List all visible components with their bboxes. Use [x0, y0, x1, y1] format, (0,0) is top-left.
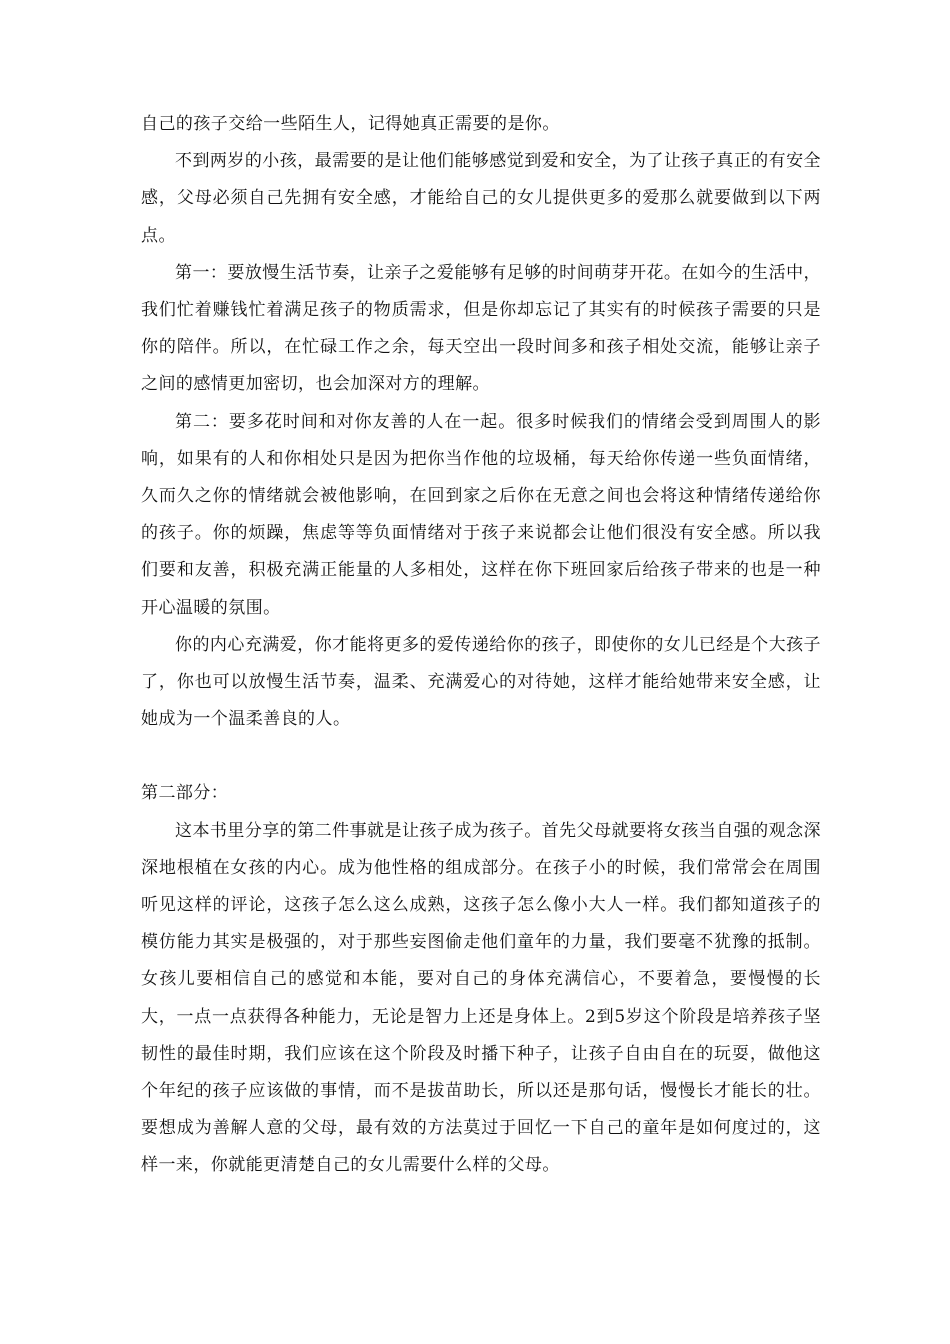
- paragraph-continuation: 自己的孩子交给一些陌生人，记得她真正需要的是你。: [141, 114, 560, 134]
- section-heading: 第二部分：: [141, 783, 229, 804]
- paragraph-point-one: 第一：要放慢生活节奏，让亲子之爱能够有足够的时间萌芽开花。在如今的生活中，我们忙着赚钱忙着满足孩子的物质需求，但是你却忘记了其实有的时候孩子需要的只是你的陪伴。所以，在忙碌工作之余，每天空出一段时间多和孩子相处交流，能够让亲子之间的感情更加密切，也会加深对方的理解。: [141, 262, 821, 395]
- paragraph-conclusion: 你的内心充满爱，你才能将更多的爱传递给你的孩子，即使你的女儿已经是个大孩子了，你也可以放慢生活节奏，温柔、充满爱心的对待她，这样才能给她带来安全感，让她成为一个温柔善良的人。: [141, 634, 821, 730]
- paragraph-security-intro: 不到两岁的小孩，最需要的是让他们能够感觉到爱和安全，为了让孩子真正的有安全感，父母必须自己先拥有安全感，才能给自己的女儿提供更多的爱那么就要做到以下两点。: [141, 151, 821, 246]
- paragraph-part-two: 这本书里分享的第二件事就是让孩子成为孩子。首先父母就要将女孩当自强的观念深深地根植在女孩的内心。成为他性格的组成部分。在孩子小的时候，我们常常会在周围听见这样的评论，这孩子怎么这么成熟，这孩子怎么像小大人一样。我们都知道孩子的模仿能力其实是极强的，对于那些妄图偷走他们童年的力量，我们要毫不犹豫的抵制。女孩儿要相信自己的感觉和本能，要对自己的身体充满信心，不要着急，要慢慢的长大，一点一点获得各种能力，无论是智力上还是身体上。2到5岁这个阶段是培养孩子坚韧性的最佳时期，我们应该在这个阶段及时播下种子，让孩子自由自在的玩耍，做他这个年纪的孩子应该做的事情，而不是拔苗助长，所以还是那句话，慢慢长才能长的壮。要想成为善解人意的父母，最有效的方法莫过于回忆一下自己的童年是如何度过的，这样一来，你就能更清楚自己的女儿需要什么样的父母。: [141, 820, 821, 1176]
- paragraph-point-two: 第二：要多花时间和对你友善的人在一起。很多时候我们的情绪会受到周围人的影响，如果有的人和你相处只是因为把你当作他的垃圾桶，每天给你传递一些负面情绪，久而久之你的情绪就会被他影响，在回到家之后你在无意之间也会将这种情绪传递给你的孩子。你的烦躁，焦虑等等负面情绪对于孩子来说都会让他们很没有安全感。所以我们要和友善，积极充满正能量的人多相处，这样在你下班回家后给孩子带来的也是一种开心温暖的氛围。: [141, 411, 821, 618]
- document-body: [141, 106, 821, 1185]
